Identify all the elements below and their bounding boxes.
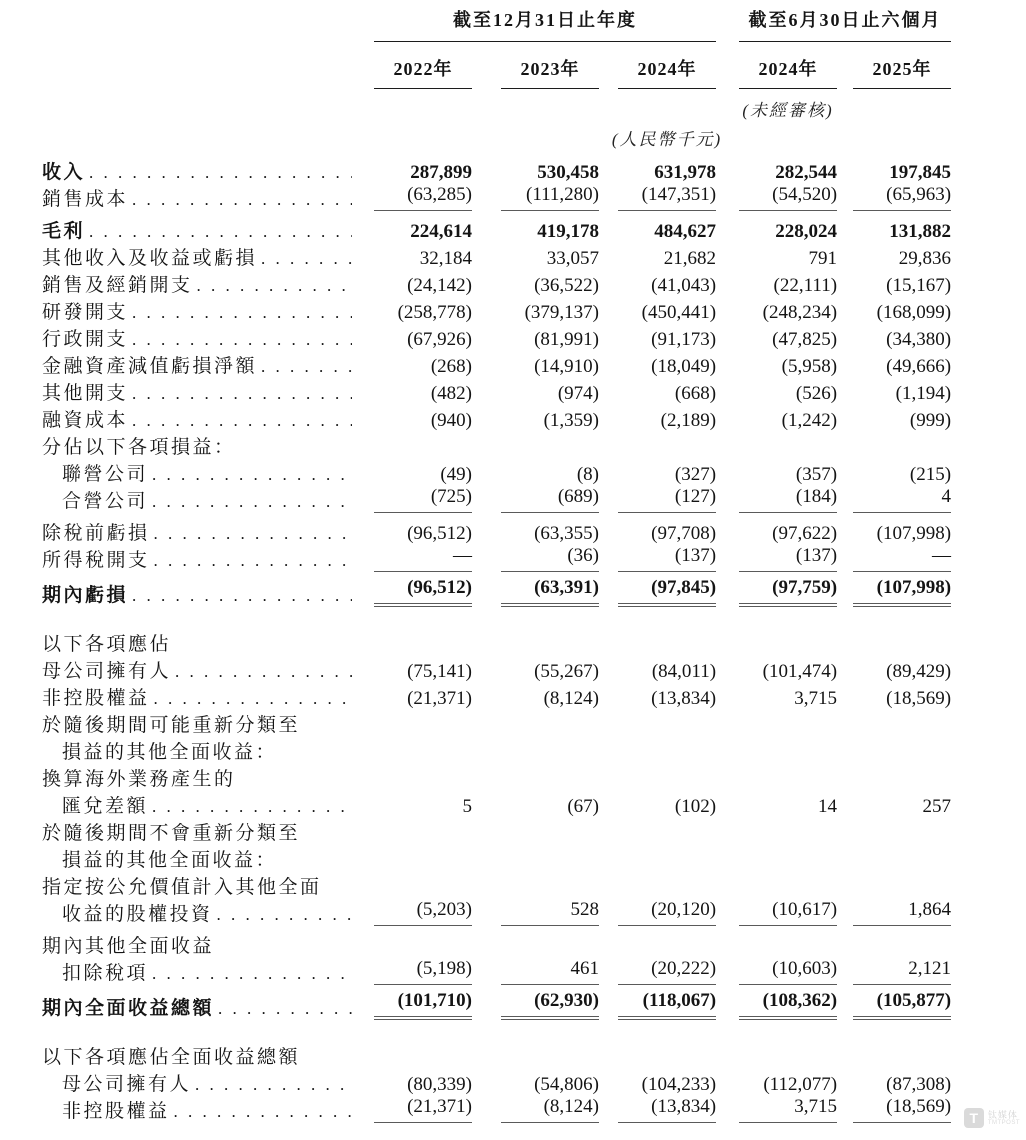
leader-dots (154, 551, 352, 571)
cell-value: 4 (853, 486, 951, 513)
cell-value: (258,778) (397, 302, 472, 324)
row-label: 其他收入及收益或虧損 (42, 248, 258, 270)
cell-value: (63,355) (534, 523, 599, 545)
table-row (42, 157, 951, 184)
leader-dots (132, 384, 352, 404)
row-label: 母公司擁有人 (62, 1073, 192, 1095)
table-row (42, 1069, 951, 1096)
leader-dots (154, 524, 352, 544)
currency-note: (人民幣千元) (611, 130, 723, 149)
cell-value: 1,864 (853, 899, 951, 926)
cell-value: (62,930) (501, 990, 599, 1020)
table-row (42, 958, 951, 990)
watermark-name-cn: 钛媒体 (987, 1109, 1018, 1120)
annual-period-header: 截至12月31日止年度 (374, 6, 716, 42)
table-row (42, 216, 951, 243)
table-row (42, 351, 951, 378)
cell-value: (137) (618, 545, 716, 572)
cell-value: (5,958) (781, 356, 838, 378)
row-label: 指定按公允價值計入其他全面 (42, 876, 322, 898)
row-label: 非控股權益 (62, 1100, 170, 1122)
table-row (42, 818, 951, 845)
cell-value: (215) (909, 464, 952, 486)
cell-value: (327) (674, 464, 717, 486)
cell-value: 3,715 (794, 688, 838, 709)
cell-value: (147,351) (618, 184, 716, 211)
cell-value: (24,142) (407, 275, 472, 297)
cell-value: 197,845 (889, 162, 952, 184)
row-label: 期內全面收益總額 (42, 997, 215, 1019)
cell-value: (940) (430, 410, 472, 432)
row-label: 聯營公司 (62, 464, 149, 486)
cell-value: (21,371) (374, 1096, 472, 1123)
cell-value: (2,189) (660, 410, 717, 432)
cell-value: (111,280) (501, 184, 599, 211)
cell-value: (379,137) (524, 302, 599, 324)
cell-value: (107,998) (876, 523, 952, 545)
table-row (42, 486, 951, 518)
leader-dots (132, 586, 352, 606)
cell-value: (725) (374, 486, 472, 513)
row-label: 毛利 (42, 221, 86, 243)
table-row (42, 1027, 951, 1069)
cell-value: (107,998) (853, 577, 951, 607)
cell-value: (8,124) (543, 688, 599, 709)
cell-value: (104,233) (641, 1073, 717, 1095)
interim-period-header: 截至6月30日止六個月 (739, 6, 951, 42)
cell-value: (357) (795, 464, 838, 486)
cell-value: (14,910) (534, 356, 599, 378)
cell-value: 131,882 (889, 221, 952, 243)
table-row (42, 378, 951, 405)
cell-value: (974) (557, 383, 599, 405)
row-label: 行政開支 (42, 329, 129, 351)
table-row (42, 764, 951, 791)
cell-value: (34,380) (886, 329, 952, 351)
cell-value: 228,024 (775, 221, 838, 243)
cell-value: (112,077) (763, 1073, 838, 1095)
cell-value: (67,926) (407, 329, 472, 351)
leader-dots (217, 905, 352, 925)
currency-note-row (42, 121, 951, 157)
row-label: 損益的其他全面收益： (62, 741, 278, 763)
leader-dots (195, 1075, 352, 1095)
leader-dots (132, 330, 352, 350)
table-row (42, 872, 951, 899)
cell-value: (268) (430, 356, 472, 378)
cell-value: (999) (909, 410, 952, 432)
row-label: 匯兌差額 (62, 795, 149, 817)
cell-value: (36) (501, 545, 599, 572)
cell-value: (10,603) (739, 958, 837, 985)
cell-value: (20,222) (618, 958, 716, 985)
tmtpost-watermark (964, 1108, 1020, 1128)
cell-value: — (374, 545, 472, 572)
cell-value: (80,339) (407, 1073, 472, 1095)
cell-value: 631,978 (654, 162, 717, 184)
row-label: 除稅前虧損 (42, 523, 150, 545)
row-label: 損益的其他全面收益： (62, 849, 278, 871)
cell-value: (49,666) (886, 356, 952, 378)
table-row (42, 405, 951, 432)
cell-value: 484,627 (654, 221, 717, 243)
cell-value: 257 (922, 796, 952, 817)
cell-value: 419,178 (537, 221, 599, 243)
year-header-row (42, 42, 951, 89)
cell-value: (63,285) (374, 184, 472, 211)
leader-dots (174, 1102, 352, 1122)
cell-value: 791 (808, 248, 838, 270)
cell-value: (87,308) (886, 1073, 952, 1095)
cell-value: (526) (795, 383, 838, 405)
leader-dots (152, 492, 352, 512)
table-row (42, 683, 951, 710)
cell-value: (668) (674, 383, 717, 405)
cell-value: (36,522) (534, 275, 599, 297)
table-row (42, 459, 951, 486)
income-statement-table (42, 6, 951, 1128)
cell-value: 33,057 (546, 248, 599, 270)
cell-value: (18,049) (651, 356, 717, 378)
row-label: 非控股權益 (42, 687, 150, 709)
row-label: 金融資產減值虧損淨額 (42, 356, 258, 378)
row-label: 以下各項應佔 (42, 633, 172, 655)
table-row (42, 1096, 951, 1128)
year-column-header: 2024年 (739, 55, 837, 89)
table-row (42, 432, 951, 459)
cell-value: (54,806) (534, 1073, 599, 1095)
row-label: 期內虧損 (42, 584, 129, 606)
cell-value: 29,836 (898, 248, 952, 270)
row-label: 母公司擁有人 (42, 660, 172, 682)
watermark-logo-icon: T (964, 1108, 984, 1128)
cell-value: (1,242) (781, 410, 838, 432)
row-label: 分佔以下各項損益： (42, 437, 236, 459)
row-label: 收益的股權投資 (62, 903, 213, 925)
cell-value: (1,359) (543, 410, 599, 432)
year-column-header: 2023年 (501, 55, 599, 89)
cell-value: (63,391) (501, 577, 599, 607)
row-label: 於隨後期間不會重新分類至 (42, 822, 301, 844)
cell-value: (15,167) (886, 275, 952, 297)
leader-dots (152, 797, 352, 817)
cell-value: (89,429) (886, 661, 952, 682)
leader-dots (132, 303, 352, 323)
row-label: 所得稅開支 (42, 550, 150, 572)
cell-value: 461 (501, 958, 599, 985)
cell-value: 224,614 (410, 221, 472, 243)
cell-value: 2,121 (853, 958, 951, 985)
table-row (42, 324, 951, 351)
cell-value: (101,474) (762, 661, 838, 682)
cell-value: (5,198) (374, 958, 472, 985)
cell-value: (41,043) (651, 275, 717, 297)
row-label: 合營公司 (62, 491, 149, 513)
row-label: 融資成本 (42, 410, 129, 432)
leader-dots (175, 662, 352, 682)
cell-value: (168,099) (876, 302, 952, 324)
cell-value: (55,267) (534, 661, 599, 682)
cell-value: (13,834) (651, 688, 717, 709)
table-row (42, 270, 951, 297)
year-column-header: 2025年 (853, 55, 951, 89)
cell-value: 528 (501, 899, 599, 926)
table-row (42, 297, 951, 324)
table-row (42, 710, 951, 737)
row-label: 收入 (42, 162, 86, 184)
year-column-header: 2022年 (374, 55, 472, 89)
cell-value: (91,173) (651, 329, 717, 351)
leader-dots (154, 689, 352, 709)
cell-value: (450,441) (641, 302, 717, 324)
cell-value: 3,715 (739, 1096, 837, 1123)
cell-value: (54,520) (739, 184, 837, 211)
table-row (42, 656, 951, 683)
cell-value: 530,458 (537, 162, 599, 184)
cell-value: (97,708) (651, 523, 717, 545)
table-row (42, 545, 951, 577)
row-label: 研發開支 (42, 302, 129, 324)
table-row (42, 577, 951, 614)
table-row (42, 184, 951, 216)
leader-dots (218, 999, 352, 1019)
row-label: 其他開支 (42, 383, 129, 405)
watermark-name-en: TMTPOST (987, 1119, 1020, 1126)
cell-value: (137) (739, 545, 837, 572)
row-label: 換算海外業務產生的 (42, 768, 236, 790)
leader-dots (132, 190, 352, 210)
leader-dots (152, 964, 352, 984)
period-group-header-row (42, 6, 951, 42)
cell-value: (10,617) (739, 899, 837, 926)
cell-value: (67) (567, 796, 599, 817)
row-label: 期內其他全面收益 (42, 935, 215, 957)
unaudited-note: (未經審核) (742, 101, 834, 120)
leader-dots (197, 276, 352, 296)
cell-value: (18,569) (886, 688, 952, 709)
table-row (42, 791, 951, 818)
cell-value: (49) (440, 464, 472, 486)
table-row (42, 845, 951, 872)
table-row (42, 518, 951, 545)
cell-value: (75,141) (407, 661, 472, 682)
cell-value: (84,011) (651, 661, 717, 682)
year-column-header: 2024年 (618, 55, 716, 89)
table-row (42, 899, 951, 931)
cell-value: (47,825) (772, 329, 838, 351)
cell-value: (5,203) (374, 899, 472, 926)
row-label: 以下各項應佔全面收益總額 (42, 1046, 301, 1068)
cell-value: (20,120) (618, 899, 716, 926)
cell-value: (8,124) (501, 1096, 599, 1123)
table-row (42, 737, 951, 764)
table-row (42, 931, 951, 958)
cell-value: (184) (739, 486, 837, 513)
cell-value: (96,512) (374, 577, 472, 607)
cell-value: (96,512) (407, 523, 472, 545)
cell-value: (689) (501, 486, 599, 513)
leader-dots (261, 249, 352, 269)
cell-value: 287,899 (410, 162, 472, 184)
cell-value: (97,622) (772, 523, 838, 545)
cell-value: (65,963) (853, 184, 951, 211)
leader-dots (89, 222, 352, 242)
table-row (42, 614, 951, 656)
cell-value: 21,682 (663, 248, 717, 270)
cell-value: (248,234) (762, 302, 838, 324)
cell-value: (482) (430, 383, 472, 405)
cell-value: — (853, 545, 951, 572)
cell-value: (8) (576, 464, 599, 486)
cell-value: (22,111) (773, 275, 838, 297)
cell-value: (105,877) (853, 990, 951, 1020)
cell-value: (108,362) (739, 990, 837, 1020)
cell-value: (13,834) (618, 1096, 716, 1123)
cell-value: (101,710) (374, 990, 472, 1020)
cell-value: 282,544 (775, 162, 838, 184)
leader-dots (152, 465, 352, 485)
unaudited-note-row (42, 89, 951, 121)
cell-value: (21,371) (407, 688, 472, 709)
table-row (42, 990, 951, 1027)
cell-value: (18,569) (853, 1096, 951, 1123)
row-label: 銷售及經銷開支 (42, 275, 193, 297)
leader-dots (261, 357, 352, 377)
row-label: 於隨後期間可能重新分類至 (42, 714, 301, 736)
cell-value: 5 (462, 796, 472, 817)
row-label: 扣除稅項 (62, 962, 149, 984)
cell-value: 32,184 (419, 248, 472, 270)
cell-value: (81,991) (534, 329, 599, 351)
cell-value: 14 (818, 796, 838, 817)
cell-value: (1,194) (895, 383, 952, 405)
cell-value: (118,067) (618, 990, 716, 1020)
cell-value: (127) (618, 486, 716, 513)
cell-value: (97,759) (739, 577, 837, 607)
row-label: 銷售成本 (42, 189, 129, 211)
leader-dots (89, 163, 352, 183)
table-row (42, 243, 951, 270)
leader-dots (132, 411, 352, 431)
cell-value: (97,845) (618, 577, 716, 607)
cell-value: (102) (674, 796, 717, 817)
